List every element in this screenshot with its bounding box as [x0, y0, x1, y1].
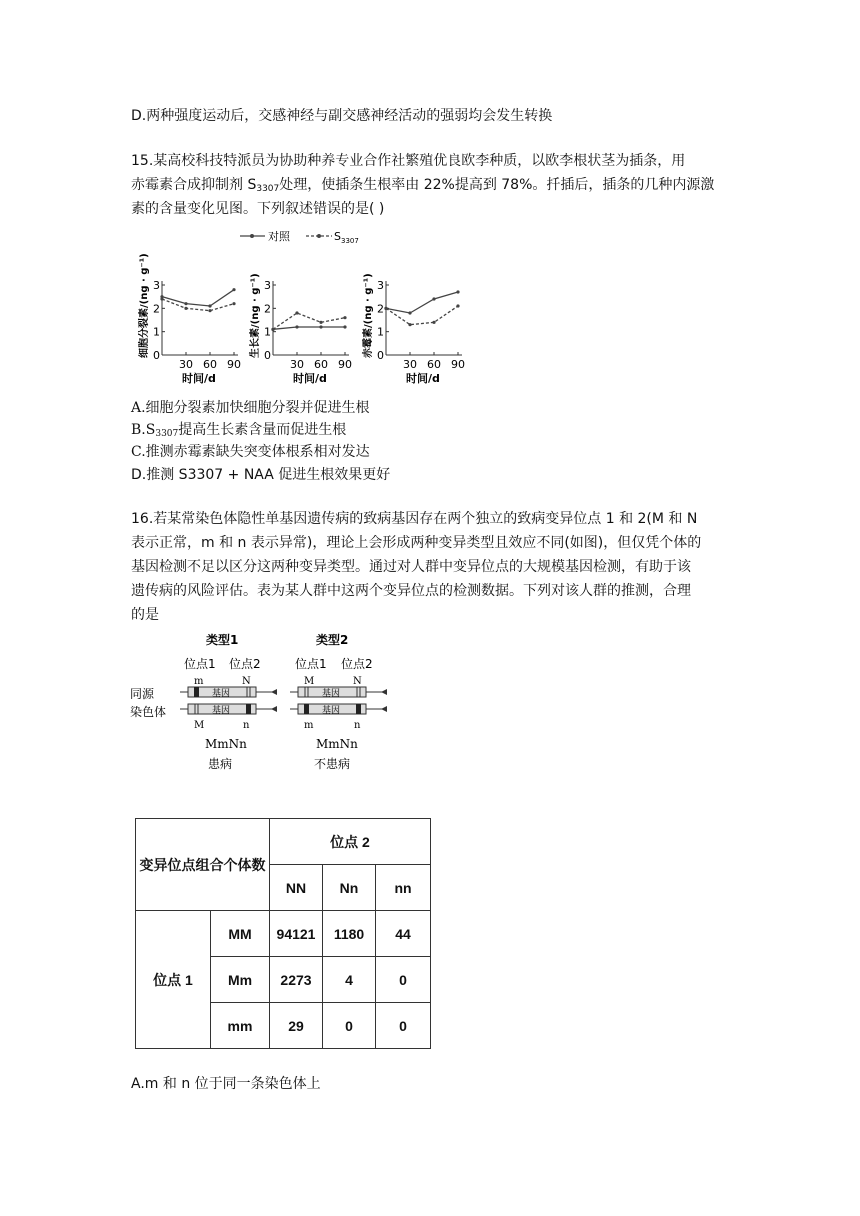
control-series-line — [273, 327, 345, 329]
y-tick-label: 2 — [377, 302, 384, 316]
row-header-mm-upper: MM — [211, 911, 270, 957]
treated-data-point — [295, 311, 298, 314]
x-tick-label: 60 — [203, 358, 217, 371]
q16-stem-line-5: 的是 — [131, 607, 159, 623]
type1-top-site1-allele: m — [194, 676, 204, 687]
x-tick-label: 30 — [290, 358, 304, 371]
q16-stem-line-2: 表示正常，m 和 n 表示异常)，理论上会形成两种变异类型且效应不同(如图)，但仅凭个体的 — [131, 535, 702, 551]
q14-option-d: D.两种强度运动后，交感神经与副交感神经活动的强弱均会发生转换 — [131, 108, 553, 124]
type2-genotype: MmNn — [316, 737, 358, 751]
q15-stem-line-2: 赤霉素合成抑制剂 $S_{3307}$处理，使插条生根率由 22%提高到 78%。扦插后，插条的几种内源激 — [131, 177, 715, 194]
type1-result: 患病 — [208, 757, 233, 771]
type1-site1-label: 位点1 — [184, 657, 216, 671]
control-data-point — [343, 325, 346, 328]
treated-data-point — [456, 304, 459, 307]
row-header-mm-mixed: Mm — [211, 957, 270, 1003]
legend-control-label: 对照 — [268, 230, 290, 243]
treated-series-line — [386, 306, 458, 325]
control-data-point — [208, 304, 211, 307]
q16-option-a: A.m 和 n 位于同一条染色体上 — [131, 1076, 321, 1092]
homologous-label-1: 同源 — [130, 687, 155, 701]
q16-stem-line-4: 遗传病的风险评估。表为某人群中这两个变异位点的检测数据。下列对该人群的推测，合理 — [131, 583, 691, 599]
x-tick-label: 90 — [227, 358, 241, 371]
y-tick-label: 1 — [264, 325, 271, 339]
table-cell: 94121 — [270, 911, 323, 957]
treated-data-point — [432, 321, 435, 324]
y-tick-label: 0 — [264, 349, 271, 362]
treated-data-point — [160, 297, 163, 300]
type2-top-site1-allele: M — [304, 676, 315, 687]
table-cell: 0 — [323, 1003, 376, 1049]
q15-option-c: C.推测赤霉素缺失突变体根系相对发达 — [131, 444, 370, 460]
table-cell: 2273 — [270, 957, 323, 1003]
control-data-point — [456, 290, 459, 293]
treated-data-point — [271, 328, 274, 331]
chart-legend — [240, 229, 359, 245]
type2-site2-label: 位点2 — [341, 657, 373, 671]
col-header-nn-upper: NN — [270, 865, 323, 911]
y-tick-label: 3 — [153, 279, 160, 292]
type2-bottom-site2-allele: n — [354, 720, 361, 731]
table-cell: 29 — [270, 1003, 323, 1049]
type1-title: 类型1 — [206, 633, 239, 647]
x-tick-label: 30 — [403, 358, 417, 371]
site2-group-header: 位点 2 — [270, 819, 431, 865]
legend-treated-label: $S_{3307}$ — [334, 230, 359, 245]
q15-option-d: D.推测 S3307 + NAA 促进生根效果更好 — [131, 467, 391, 483]
type1-genotype: MmNn — [205, 737, 247, 751]
col-header-nn-mixed: Nn — [323, 865, 376, 911]
treated-data-point — [184, 307, 187, 310]
type2-result: 不患病 — [314, 757, 351, 771]
q15-option-b: $B.S_{3307}$提高生长素含量而促进生根 — [131, 422, 347, 439]
type1-bottom-site1-allele: M — [194, 720, 205, 731]
y-tick-label: 3 — [264, 279, 271, 292]
control-data-point — [184, 302, 187, 305]
type2-bottom-site1-allele: m — [304, 720, 314, 731]
col-header-nn-lower: nn — [376, 865, 431, 911]
treated-data-point — [319, 321, 322, 324]
row-header-mm-lower: mm — [211, 1003, 270, 1049]
control-series-line — [386, 292, 458, 313]
y-axis-label: 生长素/(ng · g⁻¹) — [250, 273, 261, 358]
x-tick-label: 90 — [338, 358, 352, 371]
y-tick-label: 0 — [153, 349, 160, 362]
y-tick-label: 0 — [377, 349, 384, 362]
y-tick-label: 2 — [264, 302, 271, 316]
control-data-point — [319, 325, 322, 328]
type2-top-site2-allele: N — [353, 676, 362, 687]
type1-site2-label: 位点2 — [229, 657, 261, 671]
type1-bottom-site2-allele: n — [243, 720, 250, 731]
x-tick-label: 90 — [451, 358, 465, 371]
x-axis-label: 时间/d — [406, 372, 440, 385]
treated-data-point — [408, 323, 411, 326]
control-data-point — [408, 311, 411, 314]
q15-stem-line-3: 素的含量变化见图。下列叙述错误的是( ) — [131, 201, 385, 217]
y-axis-label: 细胞分裂素/(ng · g⁻¹) — [139, 253, 150, 358]
table-cell: 44 — [376, 911, 431, 957]
treated-data-point — [208, 309, 211, 312]
type1-top-site2-allele: N — [242, 676, 251, 687]
type1-bottom-gene-label: 基因 — [212, 706, 231, 716]
q16-stem-line-1: 16.若某常染色体隐性单基因遗传病的致病基因存在两个独立的致病变异位点 1 和 2(M 和 N — [131, 511, 698, 527]
table-corner-header: 变异位点组合个体数 — [136, 819, 270, 911]
homologous-label-2: 染色体 — [130, 705, 167, 719]
y-axis-label: 赤霉素/(ng · g⁻¹) — [363, 273, 374, 358]
table-cell: 0 — [376, 1003, 431, 1049]
type1-diagram — [180, 632, 272, 771]
x-tick-label: 60 — [427, 358, 441, 371]
table-cell: 0 — [376, 957, 431, 1003]
q16-stem-line-3: 基因检测不足以区分这两种变异类型。通过对人群中变异位点的大规模基因检测，有助于该 — [131, 559, 691, 575]
table-cell: 4 — [323, 957, 376, 1003]
type2-top-gene-label: 基因 — [322, 689, 341, 699]
variant-count-table — [135, 818, 431, 1049]
control-data-point — [432, 297, 435, 300]
variant-type-diagram — [128, 628, 398, 773]
table-cell: 1180 — [323, 911, 376, 957]
treated-data-point — [232, 302, 235, 305]
control-data-point — [232, 288, 235, 291]
x-axis-label: 时间/d — [293, 372, 327, 385]
q15-stem-line-1: 15.某高校科技特派员为协助种养专业合作社繁殖优良欧李种质，以欧李根状茎为插条，用 — [131, 153, 686, 169]
x-tick-label: 30 — [179, 358, 193, 371]
y-tick-label: 1 — [153, 325, 160, 339]
q15-option-a: A.细胞分裂素加快细胞分裂并促进生根 — [131, 400, 370, 416]
type1-top-gene-label: 基因 — [212, 689, 231, 699]
treated-data-point — [384, 307, 387, 310]
treated-data-point — [343, 316, 346, 319]
y-tick-label: 3 — [377, 279, 384, 292]
hormone-chart-figure — [130, 222, 480, 387]
y-tick-label: 2 — [153, 302, 160, 316]
control-data-point — [295, 325, 298, 328]
x-axis-label: 时间/d — [182, 372, 216, 385]
type2-site1-label: 位点1 — [295, 657, 327, 671]
site1-group-header: 位点 1 — [136, 911, 211, 1049]
type2-bottom-gene-label: 基因 — [322, 706, 341, 716]
x-tick-label: 60 — [314, 358, 328, 371]
type2-diagram — [290, 632, 382, 771]
y-tick-label: 1 — [377, 325, 384, 339]
type2-title: 类型2 — [316, 633, 349, 647]
